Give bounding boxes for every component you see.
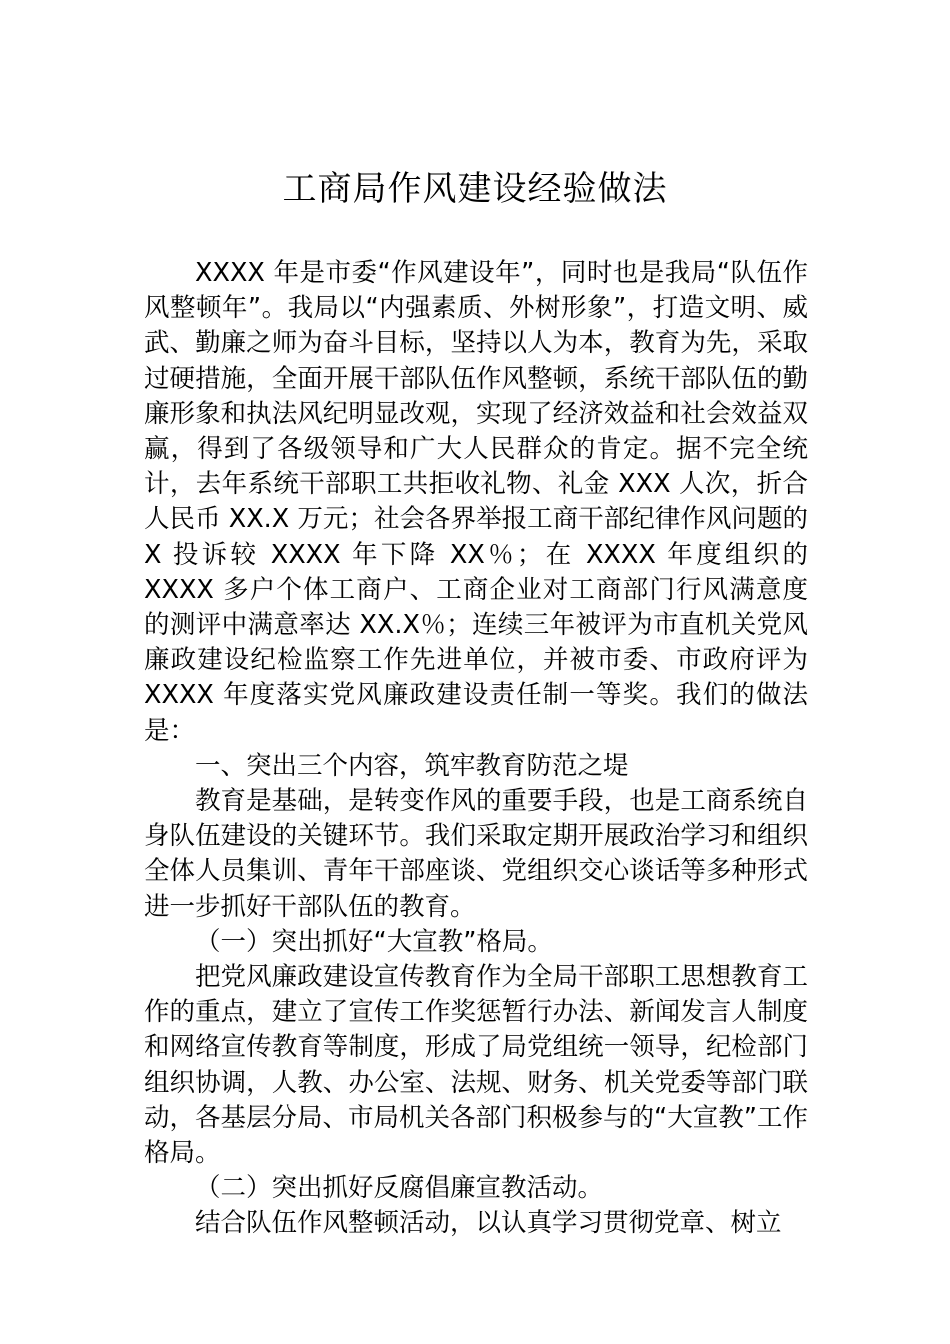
paragraph-propaganda: 把党风廉政建设宣传教育作为全局干部职工思想教育工作的重点，建立了宣传工作奖惩暂行办法、新闻发言人制度和网络宣传教育等制度，形成了局党组统一领导，纪检部门组织协调，人教、办公室、法规、财务、机关党委等部门联动，各基层分局、市局机关各部门积极参与的“大宣教”工作格局。 xyxy=(144,962,808,1169)
paragraph-education: 教育是基础，是转变作风的重要手段，也是工商系统自身队伍建设的关键环节。我们采取定期开展政治学习和组织全体人员集训、青年干部座谈、党组织交心谈话等多种形式进一步抓好干部队伍的教育。 xyxy=(144,786,808,922)
document-title: 工商局作风建设经验做法 xyxy=(282,169,668,209)
section-heading-1: 一、突出三个内容，筑牢教育防范之堤 xyxy=(195,750,629,781)
paragraph-intro: XXXX 年是市委“作风建设年”，同时也是我局“队伍作风整顿年”。我局以“内强素质、外树形象”，打造文明、威武、勤廉之师为奋斗目标，坚持以人为本，教育为先，采取过硬措施，全面开展干部队伍作风整顿，系统干部队伍的勤廉形象和执法风纪明显改观，实现了经济效益和社会效益双赢，得到了各级领导和广大人民群众的肯定。据不完全统计，去年系统干部职工共拒收礼物、礼金 XXX 人次，折合人民币 XX.X 万元；社会各界举报工商干部纪律作风问题的 X 投诉较 XXXX 年下降 XX％；在 XXXX 年度组织的 XXXX 多户个体工商户、工商企业对工商部门行风满意度的测评中满意率达 XX.X％；连续三年被评为市直机关党风廉政建设纪检监察工作先进单位，并被市委、市政府评为 XXXX 年度落实党风廉政建设责任制一等奖。我们的做法是： xyxy=(144,258,808,746)
subsection-heading-1: （一）突出抓好“大宣教”格局。 xyxy=(195,926,553,957)
document-body xyxy=(144,256,808,1242)
subsection-heading-2: （二）突出抓好反腐倡廉宣教活动。 xyxy=(195,1173,604,1204)
paragraph-activities: 结合队伍作风整顿活动，以认真学习贯彻党章、树立 xyxy=(195,1208,782,1239)
